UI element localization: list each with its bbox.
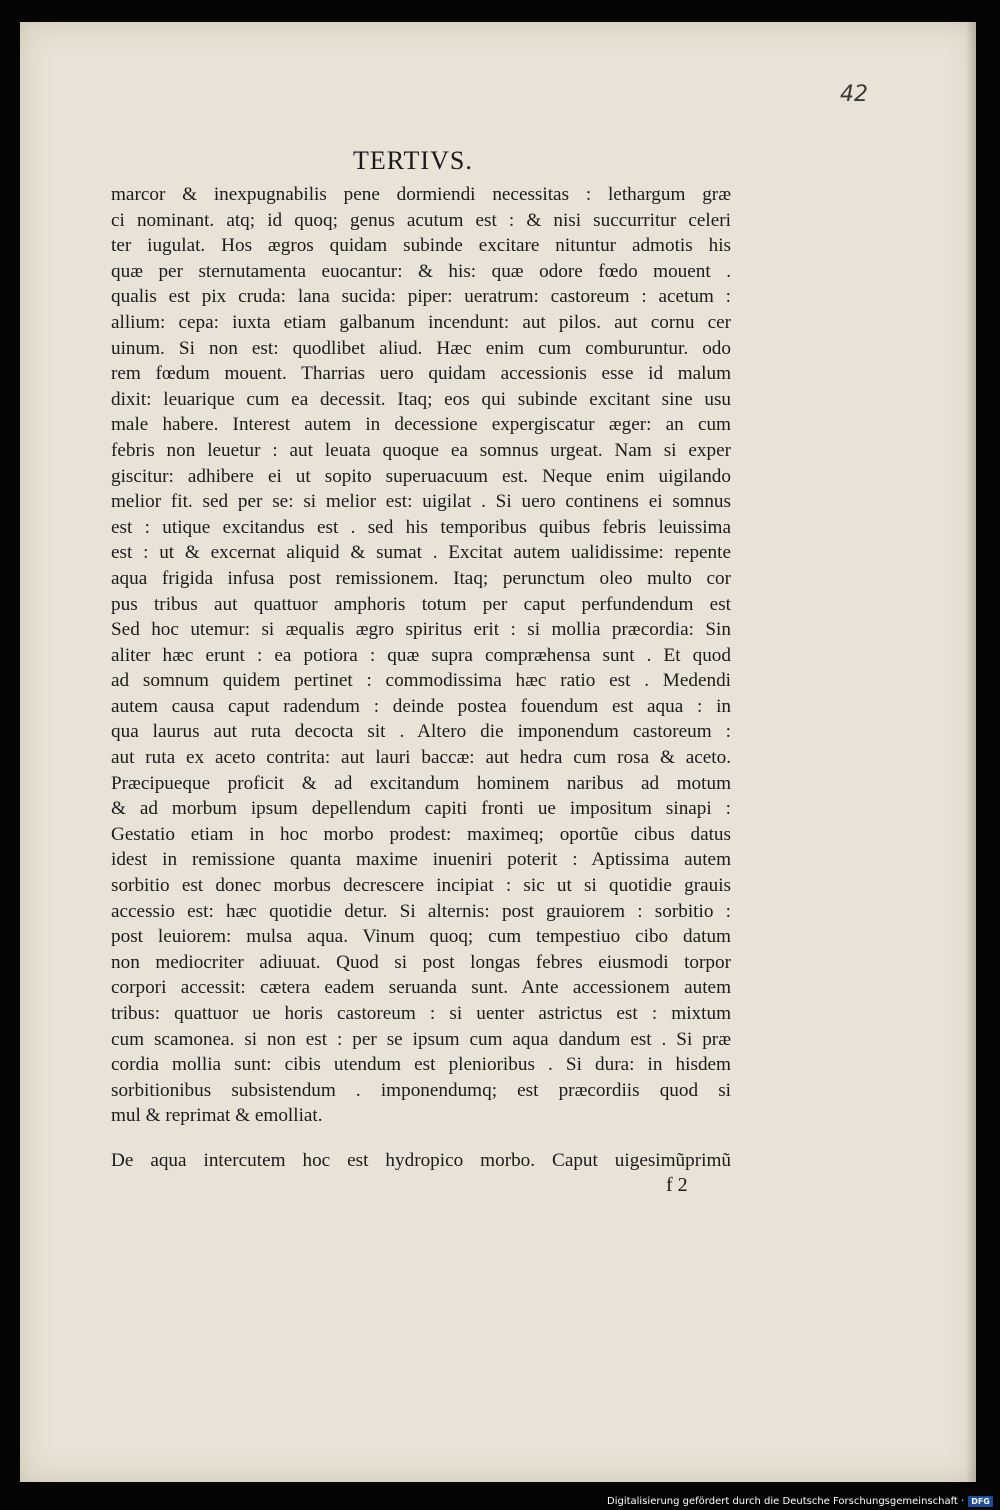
text-line: est : utique excitandus est . sed his temporibus quibus febris leuissima: [111, 516, 731, 538]
signature-mark: f 2: [666, 1174, 688, 1196]
text-line: marcor & inexpugnabilis pene dormiendi necessitas : lethargum græ: [111, 184, 731, 205]
text-line: qua laurus aut ruta decocta sit . Altero die imponendum castoreum :: [111, 721, 731, 743]
text-line: & ad morbum ipsum depellendum capiti fronti ue impositum sinapi :: [111, 798, 731, 820]
text-block: [111, 182, 731, 1129]
text-line: pus tribus aut quattuor amphoris totum per caput perfundendum est: [111, 593, 731, 615]
text-line: post leuiorem: mulsa aqua. Vinum quoq; cum tempestiuo cibo datum: [111, 926, 731, 948]
text-line: tribus: quattuor ue horis castoreum : si uenter astrictus est : mixtum: [111, 1003, 731, 1024]
text-line: dixit: leuarique cum ea decessit. Itaq; eos qui subinde excitant sine usu: [111, 388, 731, 410]
text-line: male habere. Interest autem in decessione expergiscatur æger: an cum: [111, 414, 731, 436]
text-line: est : ut & excernat aliquid & sumat . Excitat autem ualidissime: repente: [111, 542, 731, 564]
text-line: cordia mollia sunt: cibis utendum est plenioribus . Si dura: in hisdem: [111, 1054, 731, 1076]
text-line: ad somnum quidem pertinet : commodissima hæc ratio est . Medendi: [111, 670, 731, 692]
text-line: autem causa caput radendum : deinde postea fouendum est aqua : in: [111, 695, 731, 717]
running-head: TERTIVS.: [353, 146, 473, 175]
footer-text: Digitalisierung gefördert durch die Deutsche Forschungsgemeinschaft ·: [607, 1495, 965, 1507]
text-line: cum scamonea. si non est : per se ipsum cum aqua dandum est . Si præ: [111, 1028, 731, 1050]
folio-number: 42: [840, 82, 868, 107]
text-line: allium: cepa: iuxta etiam galbanum incendunt: aut pilos. aut cornu cer: [111, 311, 731, 333]
text-line: febris non leuetur : aut leuata quoque ea somnus urgeat. Nam si exper: [111, 439, 731, 461]
text-line: mul & reprimat & emolliat.: [111, 1105, 323, 1127]
text-line: aliter hæc erunt : ea potiora : quæ supra compræhensa sunt . Et quod: [111, 644, 731, 666]
chapter-heading: De aqua intercutem hoc est hydropico morbo. Caput uigesimũprimũ: [111, 1150, 731, 1171]
text-line: corpori accessit: cætera eadem seruanda sunt. Ante accessionem autem: [111, 977, 731, 999]
text-line: Præcipueque proficit & ad excitandum hominem naribus ad motum: [111, 772, 731, 794]
text-line: aqua frigida infusa post remissionem. Itaq; perunctum oleo multo cor: [111, 567, 731, 589]
text-line: Sed hoc utemur: si æqualis ægro spiritus erit : si mollia præcordia: Sin: [111, 619, 731, 641]
text-line: ter iugulat. Hos ægros quidam subinde excitare nituntur admotis his: [111, 235, 731, 257]
text-line: sorbitio est donec morbus decrescere incipiat : sic ut si quotidie grauis: [111, 875, 731, 897]
dfg-logo: DFG: [968, 1496, 993, 1507]
text-line: sorbitionibus subsistendum . imponendumq; est præcordiis quod si: [111, 1079, 731, 1101]
text-line: accessio est: hæc quotidie detur. Si alternis: post grauiorem : sorbitio :: [111, 900, 731, 922]
text-line: qualis est pix cruda: lana sucida: piper: ueratrum: castoreum : acetum :: [111, 286, 731, 308]
text-line: rem fœdum mouent. Tharrias uero quidam accessionis esse id malum: [111, 363, 731, 385]
text-line: giscitur: adhibere ei ut sopito superuacuum est. Neque enim uigilando: [111, 465, 731, 487]
text-line: ci nominant. atq; id quoq; genus acutum est : & nisi succurritur celeri: [111, 209, 731, 231]
text-line: uinum. Si non est: quodlibet aliud. Hæc enim cum comburuntur. odo: [111, 337, 731, 359]
text-line: quæ per sternutamenta euocantur: & his: quæ odore fœdo mouent .: [111, 260, 731, 282]
text-line: Gestatio etiam in hoc morbo prodest: maximeq; oportũe cibus datus: [111, 823, 731, 845]
text-line: melior fit. sed per se: si melior est: uigilat . Si uero continens ei somnus: [111, 491, 731, 513]
text-line: non mediocriter adiuuat. Quod si post longas febres eiusmodi torpor: [111, 951, 731, 973]
text-line: aut ruta ex aceto contrita: aut lauri baccæ: aut hedra cum rosa & aceto.: [111, 747, 731, 769]
footer-credit: [607, 1493, 993, 1509]
text-line: idest in remissione quanta maxime inueniri poterit : Aptissima autem: [111, 849, 731, 871]
